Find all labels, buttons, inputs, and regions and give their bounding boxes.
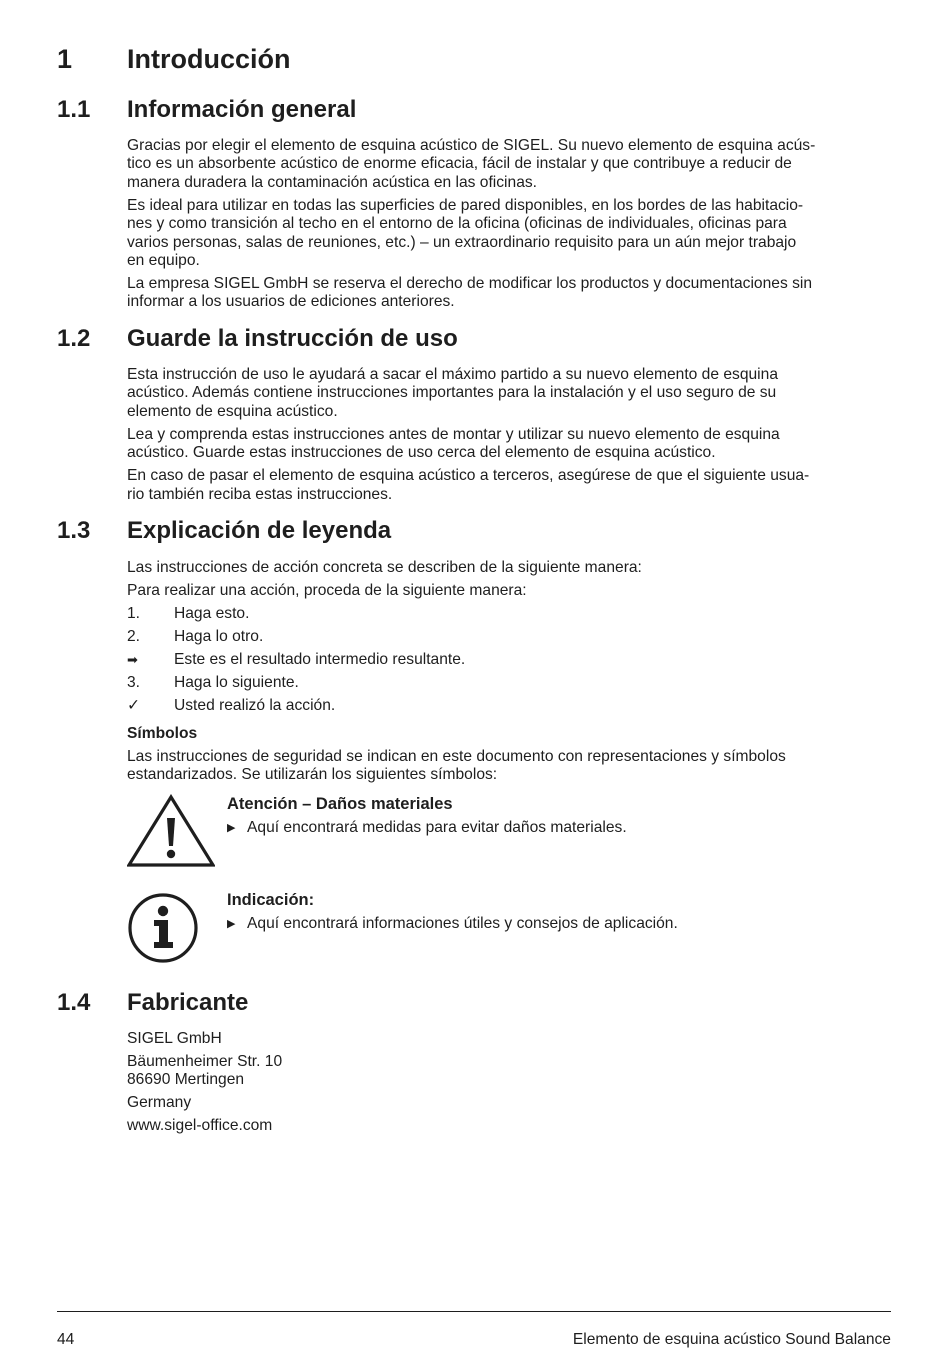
street: Bäumenheimer Str. 10 xyxy=(127,1053,283,1070)
info-description: Aquí encontrará informaciones útiles y consejos de aplicación. xyxy=(247,915,678,932)
text-line: La empresa SIGEL GmbH se reserva el derecho de modificar los productos y documentaciones sin xyxy=(127,275,813,293)
info-circle-icon xyxy=(127,890,201,964)
info-bullet xyxy=(227,914,887,934)
paragraph xyxy=(127,197,892,271)
action-steps-list xyxy=(127,605,465,720)
section-heading-1-3 xyxy=(57,517,391,545)
text-line: elemento de esquina acústico. xyxy=(127,402,338,420)
website-link[interactable]: www.sigel-office.com xyxy=(127,1117,273,1135)
warning-title: Atención – Daños materiales xyxy=(227,795,453,813)
section-title: Fabricante xyxy=(127,989,249,1016)
step-marker: 1. xyxy=(127,605,141,622)
text-line: varios personas, salas de reuniones, etc.) – un extraordinario requisito para un aún mejor trabajo xyxy=(127,233,797,251)
manufacturer-address xyxy=(127,1030,892,1140)
country: Germany xyxy=(127,1094,192,1112)
intro-line: Las instrucciones de acción concreta se describen de la siguiente manera: xyxy=(127,559,642,576)
paragraph xyxy=(127,275,892,312)
footer-divider xyxy=(57,1311,891,1312)
section-title: Guarde la instrucción de uso xyxy=(127,325,458,352)
city: 86690 Mertingen xyxy=(127,1071,245,1089)
step-text: Haga lo otro. xyxy=(174,628,264,645)
info-title: Indicación: xyxy=(227,891,315,909)
paragraph xyxy=(127,748,892,785)
text-line: informar a los usuarios de ediciones anteriores. xyxy=(127,293,455,311)
footer-title: Elemento de esquina acústico Sound Balance xyxy=(572,1331,891,1348)
step-text: Usted realizó la acción. xyxy=(174,697,336,714)
section-number: 1.3 xyxy=(57,517,91,544)
section-1-2-body xyxy=(127,366,892,509)
warning-notice xyxy=(127,794,897,868)
bullet-triangle-icon: ▶ xyxy=(227,918,236,930)
list-item xyxy=(127,651,465,674)
step-text: Este es el resultado intermedio resultante. xyxy=(174,651,466,668)
list-item xyxy=(127,674,465,697)
text-line: tico es un absorbente acústico de enorme eficacia, fácil de instalar y que contribuye a reducir de xyxy=(127,155,792,173)
result-arrow-icon: ➡ xyxy=(127,652,138,667)
text-line: manera duradera la contaminación acústica en las oficinas. xyxy=(127,173,537,191)
step-text: Haga esto. xyxy=(174,605,250,622)
section-title: Introducción xyxy=(127,44,291,74)
section-heading-1-1 xyxy=(57,96,356,124)
section-1-3-intro xyxy=(127,559,892,605)
step-marker: 3. xyxy=(127,674,141,691)
text-line: nes y como transición al techo en el entorno de la oficina (oficinas de individuales, oficinas para xyxy=(127,215,787,233)
section-number: 1.4 xyxy=(57,989,91,1016)
info-text xyxy=(227,890,887,934)
text-line: Gracias por elegir el elemento de esquina acústico de SIGEL. Su nuevo elemento de esquina acús- xyxy=(127,137,816,154)
list-item xyxy=(127,628,465,651)
section-number: 1.1 xyxy=(57,96,91,123)
info-notice xyxy=(127,890,897,966)
paragraph xyxy=(127,137,892,192)
list-item xyxy=(127,605,465,628)
text-line: acústico. Además contiene instrucciones importantes para la instalación y el uso seguro de su xyxy=(127,384,777,402)
page-number: 44 xyxy=(57,1331,75,1348)
paragraph xyxy=(127,366,892,421)
text-line: Esta instrucción de uso le ayudará a sacar el máximo partido a su nuevo elemento de esquina xyxy=(127,366,778,383)
text-line: Lea y comprenda estas instrucciones antes de montar y utilizar su nuevo elemento de esquina xyxy=(127,425,780,443)
paragraph xyxy=(127,426,892,463)
section-number: 1 xyxy=(57,44,73,74)
section-heading-1 xyxy=(57,44,291,75)
warning-text xyxy=(227,794,887,838)
section-title: Explicación de leyenda xyxy=(127,517,392,544)
warning-triangle-icon xyxy=(127,794,215,868)
section-heading-1-2 xyxy=(57,325,458,353)
warning-bullet xyxy=(227,818,887,838)
address-lines xyxy=(127,1053,892,1090)
text-line: Es ideal para utilizar en todas las superficies de pared disponibles, en los bordes de las habitacio- xyxy=(127,196,804,214)
text-line: acústico. Guarde estas instrucciones de uso cerca del elemento de esquina acústico. xyxy=(127,444,716,462)
text-line: en equipo. xyxy=(127,252,200,270)
company-name: SIGEL GmbH xyxy=(127,1030,222,1047)
text-line: En caso de pasar el elemento de esquina acústico a terceros, asegúrese de que el siguiente usua- xyxy=(127,467,810,485)
text-line: rio también reciba estas instrucciones. xyxy=(127,485,393,503)
intro-line: Para realizar una acción, proceda de la siguiente manera: xyxy=(127,582,527,599)
section-1-1-body xyxy=(127,137,892,316)
section-number: 1.2 xyxy=(57,325,91,352)
warning-description: Aquí encontrará medidas para evitar daños materiales. xyxy=(247,819,627,836)
paragraph xyxy=(127,467,892,504)
bullet-triangle-icon: ▶ xyxy=(227,822,236,834)
text-line: Las instrucciones de seguridad se indican en este documento con representaciones y símbolos xyxy=(127,748,786,765)
symbols-heading: Símbolos xyxy=(127,725,198,742)
section-heading-1-4 xyxy=(57,989,248,1017)
section-title: Información general xyxy=(127,96,357,123)
symbols-block xyxy=(127,725,892,789)
text-line: estandarizados. Se utilizarán los siguientes símbolos: xyxy=(127,766,498,784)
list-item xyxy=(127,697,465,720)
checkmark-icon: ✓ xyxy=(127,697,141,714)
step-marker: 2. xyxy=(127,628,141,645)
step-text: Haga lo siguiente. xyxy=(174,674,299,691)
